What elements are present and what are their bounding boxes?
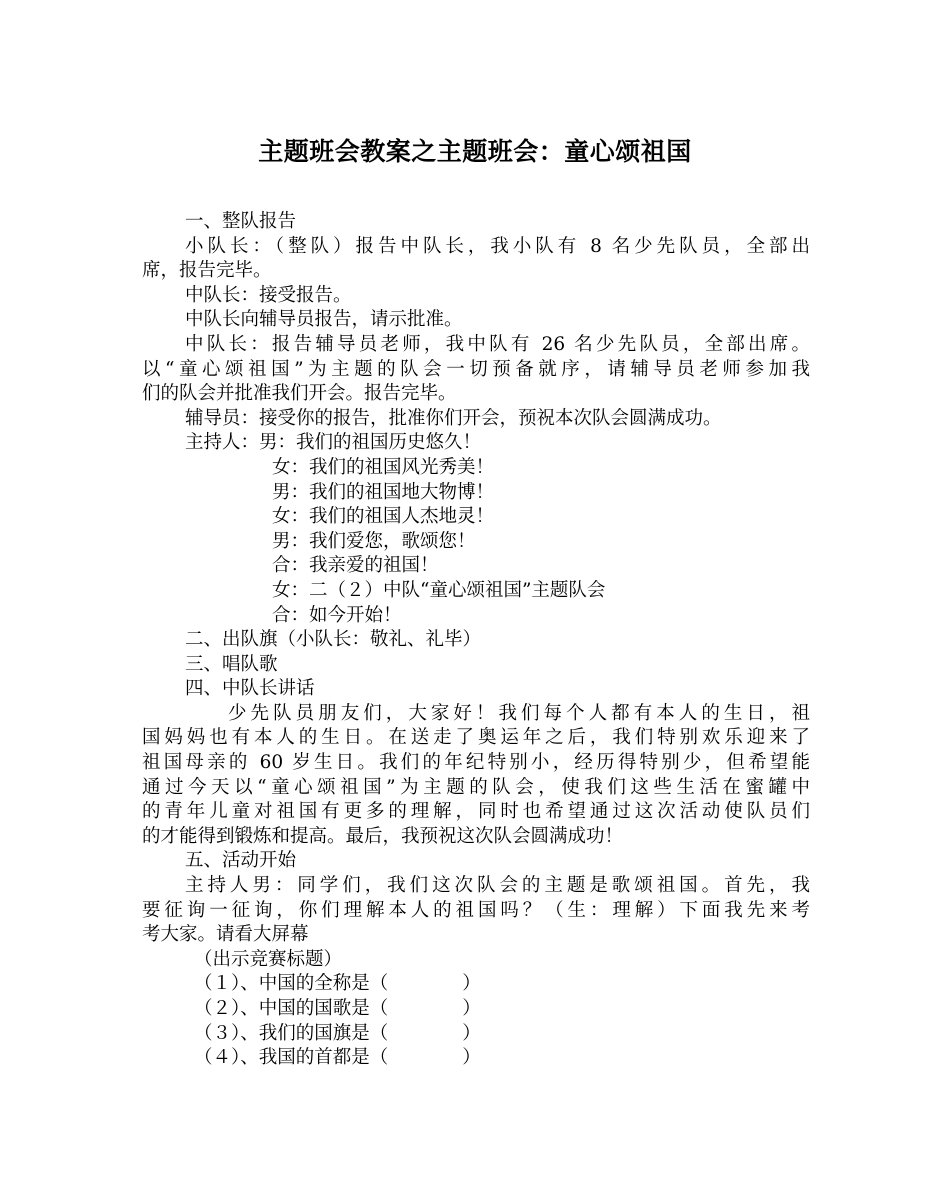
section-heading: 四、中队长讲话 <box>185 678 315 700</box>
paragraph-line: 中队长向辅导员报告，请示批准。 <box>185 309 463 331</box>
paragraph-line: 席，报告完毕。 <box>142 260 272 282</box>
paragraph-line: 的青年儿童对祖国有更多的理解，同时也希望通过这次活动使队员们 <box>142 801 810 823</box>
paragraph-line: 辅导员：接受你的报告，批准你们开会，预祝本次队会圆满成功。 <box>185 407 722 429</box>
quiz-heading: （出示竞赛标题） <box>194 948 343 970</box>
paragraph-line: 小队长：（整队）报告中队长，我小队有 8 名少先队员，全部出 <box>185 235 810 257</box>
section-heading: 五、活动开始 <box>185 850 297 872</box>
paragraph-line: 国妈妈也有本人的生日。在送走了奥运年之后，我们特别欢乐迎来了 <box>142 727 810 749</box>
paragraph-line: 主持人男：同学们，我们这次队会的主题是歌颂祖国。首先，我 <box>185 875 810 897</box>
host-line: 女：二（２）中队“童心颂祖国”主题队会 <box>272 579 606 601</box>
host-line: 女：我们的祖国人杰地灵！ <box>272 506 495 528</box>
paragraph-line: 中队长：报告辅导员老师，我中队有 26 名少先队员，全部出席。 <box>185 333 810 355</box>
host-line: 男：我们爱您，歌颂您！ <box>272 530 476 552</box>
document-body <box>142 210 810 1071</box>
quiz-item: （３）、我们的国旗是（ ） <box>194 1022 481 1044</box>
paragraph-line: 们的队会并批准我们开会。报告完毕。 <box>142 383 457 405</box>
paragraph-line: 以“童心颂祖国”为主题的队会一切预备就序，请辅导员老师参加我 <box>142 358 810 380</box>
paragraph-line: 少先队员朋友们，大家好！我们每个人都有本人的生日，祖 <box>228 702 810 724</box>
document-title: 主题班会教案之主题班会：童心颂祖国 <box>258 137 692 166</box>
section-heading: 二、出队旗（小队长：敬礼、礼毕） <box>185 629 482 651</box>
paragraph-line: 祖国母亲的 60 岁生日。我们的年纪特别小，经历得特别少，但希望能 <box>142 752 810 774</box>
host-line: 男：我们的祖国地大物博！ <box>272 481 495 503</box>
host-line: 合：我亲爱的祖国！ <box>272 555 439 577</box>
quiz-item: （１）、中国的全称是（ ） <box>194 973 481 995</box>
host-line: 合：如今开始！ <box>272 604 402 626</box>
paragraph-line: 的才能得到锻炼和提高。最后，我预祝这次队会圆满成功！ <box>142 825 624 847</box>
section-heading: 一、整队报告 <box>185 211 297 232</box>
section-heading: 三、唱队歌 <box>185 653 278 675</box>
paragraph-line: 通过今天以“童心颂祖国”为主题的队会，使我们这些生活在蜜罐中 <box>142 776 810 798</box>
host-line: 女：我们的祖国风光秀美！ <box>272 456 495 478</box>
quiz-item: （２）、中国的国歌是（ ） <box>194 998 481 1019</box>
paragraph-line: 中队长：接受报告。 <box>185 284 352 306</box>
host-line: 主持人：男：我们的祖国历史悠久！ <box>185 432 482 454</box>
paragraph-line: 要征询一征询，你们理解本人的祖国吗？（生：理解）下面我先来考 <box>142 899 810 921</box>
paragraph-line: 考大家。请看大屏幕 <box>142 924 309 946</box>
quiz-item: （４）、我国的首都是（ ） <box>194 1047 481 1069</box>
